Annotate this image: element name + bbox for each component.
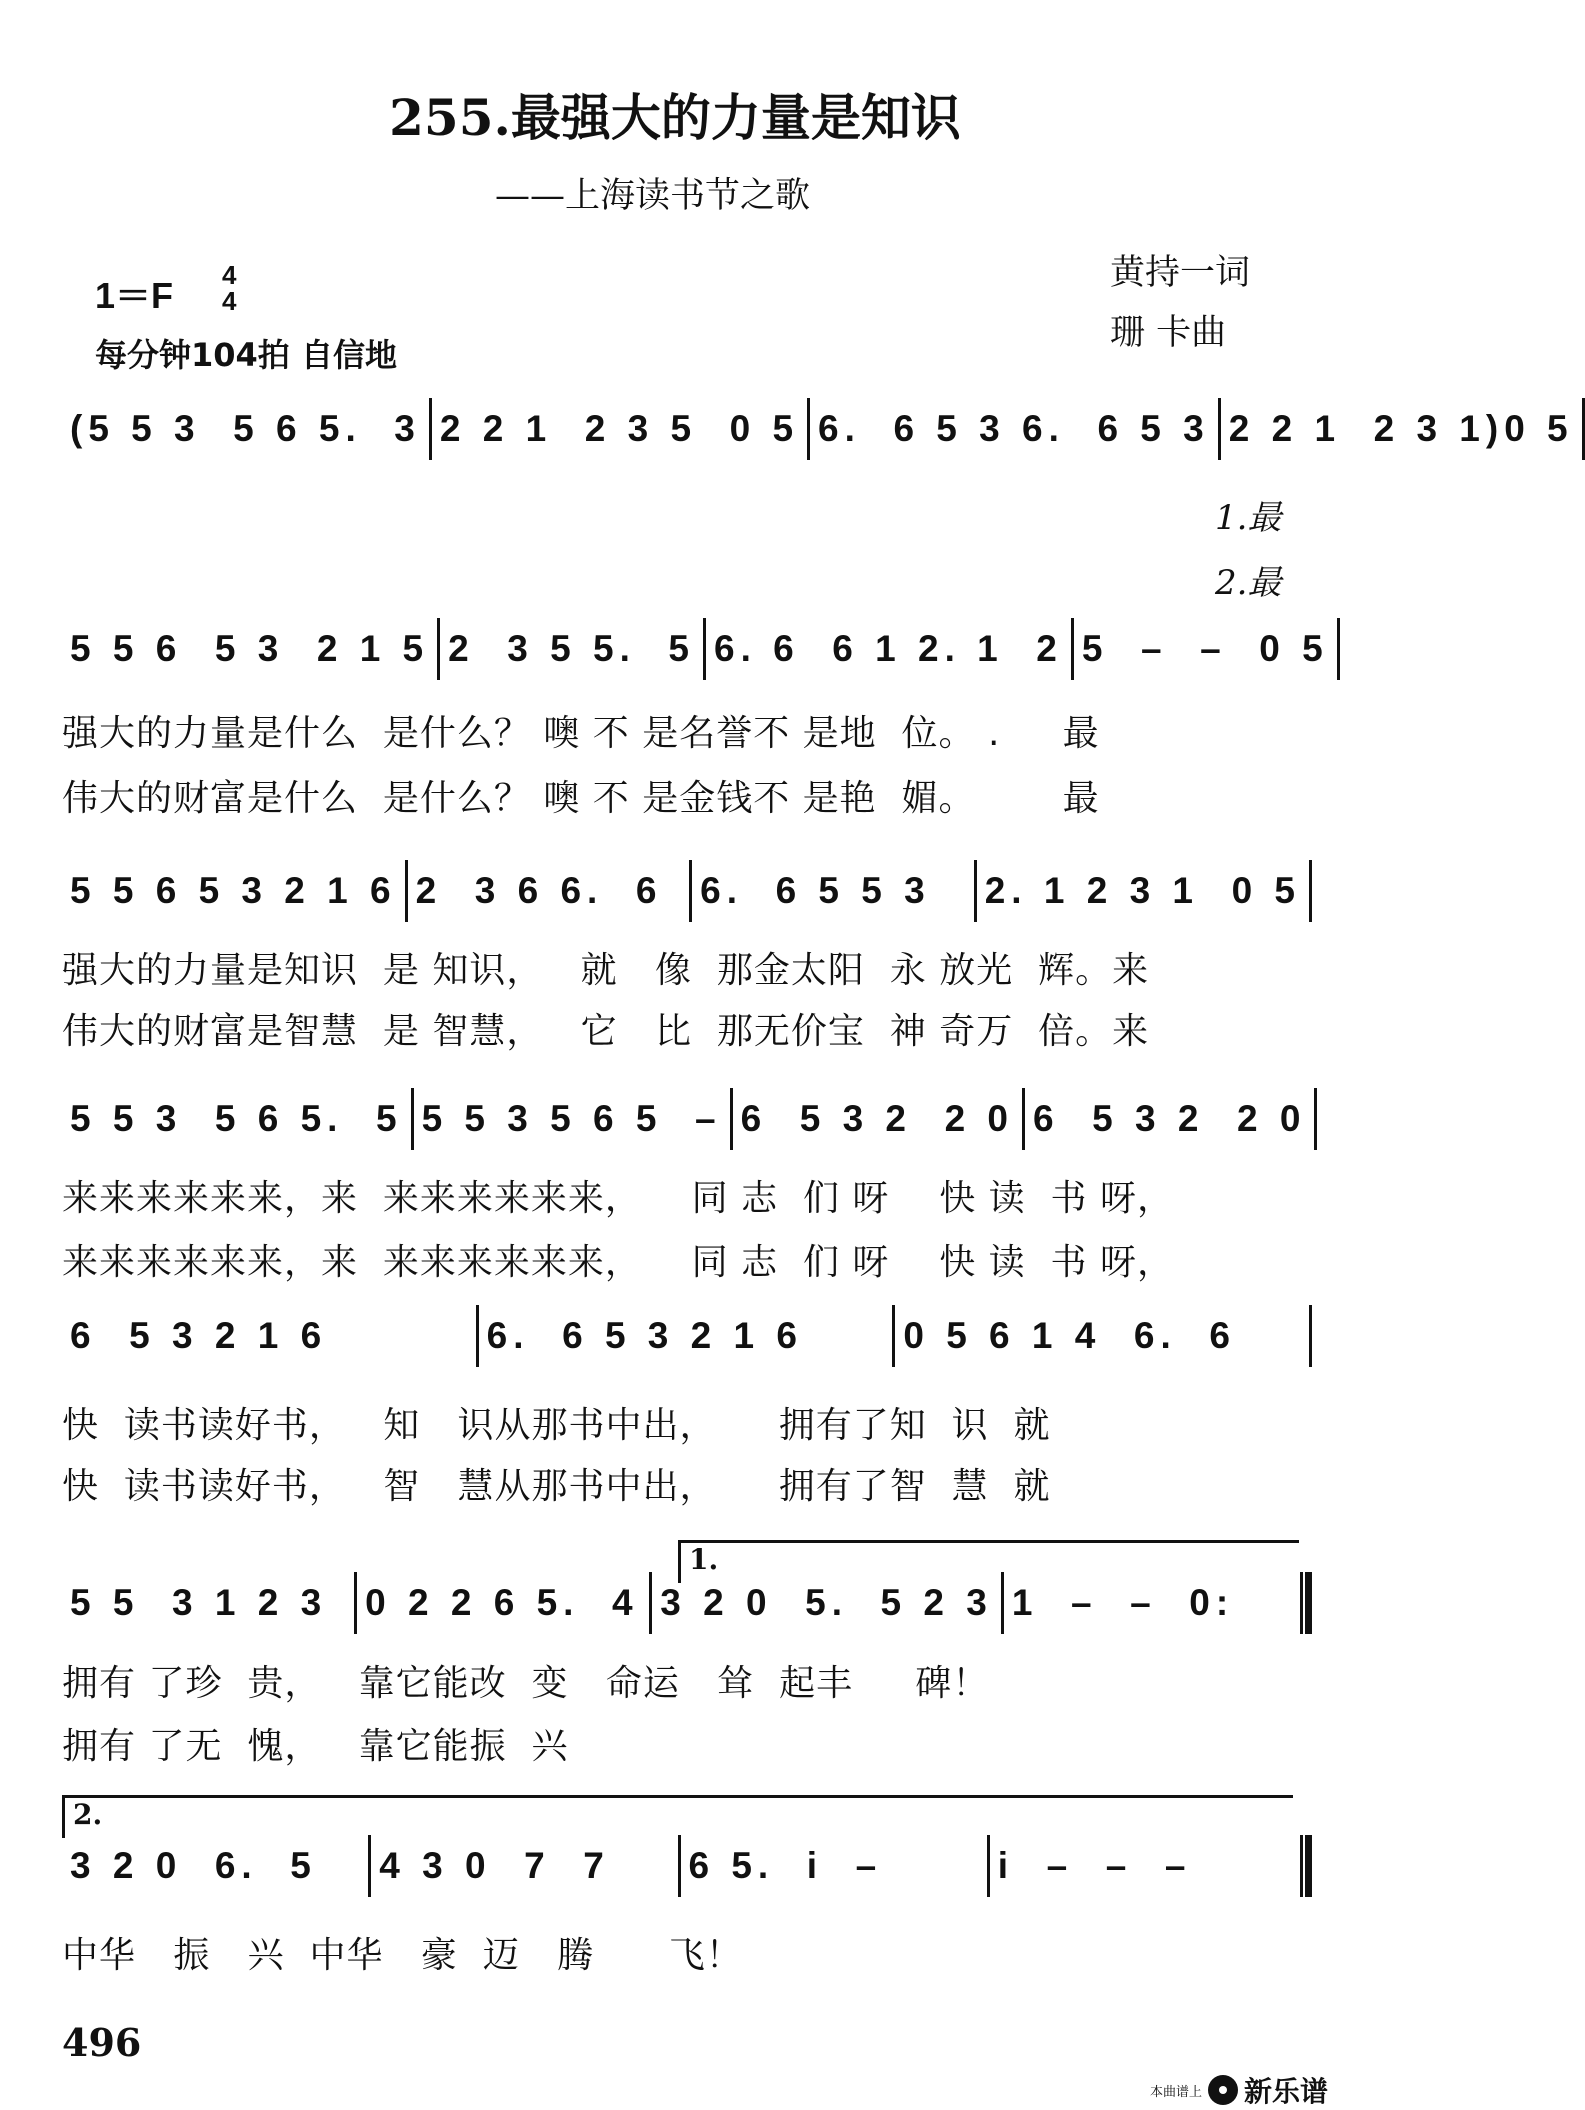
watermark-small-text: 本曲谱上	[1150, 2084, 1203, 2100]
measure: 2 3 6 6. 6	[415, 870, 663, 911]
measure: 5 5 6 5 3 2 1 6	[70, 870, 397, 911]
measure: 6 5 3 2 2 0	[1033, 1098, 1307, 1139]
page-number: 496	[62, 2020, 142, 2065]
watermark-brand: 新乐谱	[1244, 2075, 1329, 2108]
notation-row	[62, 860, 1312, 922]
final-barline	[1300, 1572, 1312, 1634]
notation-row	[62, 1572, 1312, 1634]
lyric-line: 伟大的财富是智慧 是 智慧， 它 比 那无价宝 神 奇万 倍。来	[62, 1011, 1150, 1052]
song-subtitle: ——上海读书节之歌	[495, 176, 811, 216]
measure: 2. 1 2 3 1 0 5	[984, 870, 1302, 911]
barline	[1337, 618, 1340, 680]
measure: 2 3 5 5. 5	[448, 628, 695, 669]
verse-marker-2: 2.最	[1215, 563, 1282, 603]
verse-marker-1: 1.最	[1215, 498, 1282, 538]
measure: 5 5 3 1 2 3	[70, 1582, 328, 1623]
barline	[1314, 1088, 1317, 1150]
lyric-line: 拥有 了珍 贵， 靠它能改 变 命运 耸 起丰 碑！	[62, 1663, 990, 1704]
measure: 6. 6 5 5 3	[700, 870, 931, 911]
first-ending-label: 1.	[689, 1543, 719, 1576]
lyric-line: 快 读书读好书， 智 慧从那书中出， 拥有了智 慧 就	[62, 1466, 1051, 1507]
measure: 0 2 2 6 5. 4	[365, 1582, 639, 1623]
final-barline	[1300, 1835, 1312, 1897]
lyric-line: 拥有 了无 愧， 靠它能振 兴	[62, 1726, 569, 1767]
measure: 2 2 1 2 3 5 0 5	[439, 408, 800, 449]
record-icon	[1208, 2075, 1238, 2105]
notation-row	[62, 1088, 1312, 1150]
time-sig-top: 4	[222, 260, 237, 290]
measure: 5 5 3 5 6 5 –	[421, 1098, 722, 1139]
measure: 0 5 6 1 4 6. 6	[903, 1315, 1236, 1356]
notation-row	[62, 1305, 1312, 1367]
measure: 5 5 6 5 3 2 1 5	[70, 628, 430, 669]
key-signature: 1＝F	[95, 275, 174, 316]
measure: 5 – – 0 5	[1081, 628, 1329, 669]
measure: 6 5. i –	[688, 1845, 883, 1886]
measure: 6 5 3 2 1 6	[70, 1315, 328, 1356]
time-signature	[222, 262, 236, 314]
measure: 6. 6 6 1 2. 1 2	[714, 628, 1063, 669]
measure: 4 3 0 7 7	[379, 1845, 610, 1886]
tempo-marking: 每分钟104拍 自信地	[95, 336, 397, 374]
measure: i – – –	[997, 1845, 1192, 1886]
measure: (5 5 3 5 6 5. 3	[70, 408, 421, 449]
lyric-line: 伟大的财富是什么 是什么？ 噢 不 是金钱不 是艳 媚。 最	[62, 778, 1100, 819]
barline	[1582, 398, 1585, 460]
time-sig-bottom: 4	[222, 286, 237, 316]
lyric-line: 来来来来来来，来 来来来来来来， 同 志 们 呀 快 读 书 呀，	[62, 1242, 1174, 1283]
barline	[1309, 1305, 1312, 1367]
measure: 3 2 0 5. 5 2 3	[660, 1582, 993, 1623]
watermark-logo	[1150, 2070, 1328, 2110]
notation-row	[62, 398, 1574, 460]
measure: 3 2 0 6. 5	[70, 1845, 317, 1886]
lyric-line: 快 读书读好书， 知 识从那书中出， 拥有了知 识 就	[62, 1405, 1051, 1446]
second-ending-bracket	[62, 1795, 1293, 1838]
composer-credit: 珊 卡曲	[1110, 313, 1227, 353]
measure: 6 5 3 2 2 0	[740, 1098, 1015, 1139]
song-title: 255.最强大的力量是知识	[389, 88, 961, 147]
lyric-line: 来来来来来来，来 来来来来来来， 同 志 们 呀 快 读 书 呀，	[62, 1178, 1174, 1219]
second-ending-label: 2.	[73, 1798, 103, 1831]
notation-row	[62, 1835, 1312, 1897]
lyric-line: 中华 振 兴 中华 豪 迈 腾 飞！	[62, 1935, 743, 1976]
notation-row	[62, 618, 1329, 680]
lyricist-credit: 黄持一词	[1110, 253, 1251, 293]
measure: 1 – – 0:	[1011, 1582, 1235, 1623]
barline	[1309, 860, 1312, 922]
measure: 5 5 3 5 6 5. 5	[70, 1098, 403, 1139]
measure: 6. 6 5 3 2 1 6	[486, 1315, 803, 1356]
measure: 2 2 1 2 3 1)0 5	[1228, 408, 1574, 449]
lyric-line: 强大的力量是什么 是什么？ 噢 不 是名誉不 是地 位。 . 最	[62, 713, 1100, 754]
lyric-line: 强大的力量是知识 是 知识， 就 像 那金太阳 永 放光 辉。来	[62, 950, 1150, 991]
measure: 6. 6 5 3 6. 6 5 3	[818, 408, 1210, 449]
